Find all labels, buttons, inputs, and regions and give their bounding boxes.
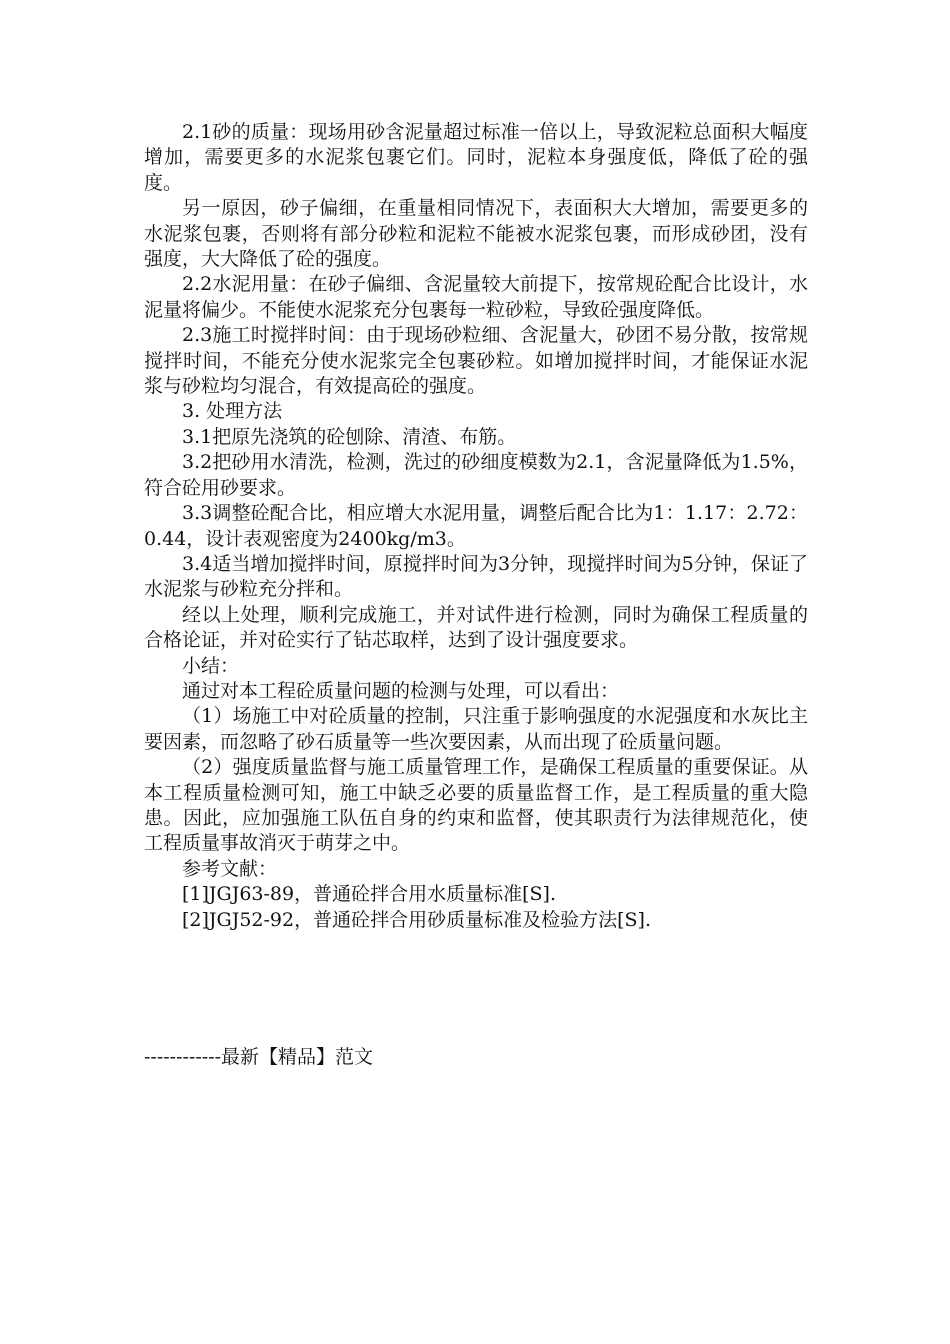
paragraph-sand-quality: 2.1砂的质量：现场用砂含泥量超过标准一倍以上，导致泥粒总面积大幅度增加，需要更多的水泥浆包裹它们。同时，泥粒本身强度低，降低了砼的强度。: [144, 121, 808, 194]
paragraph-summary-intro: 通过对本工程砼质量问题的检测与处理，可以看出：: [182, 679, 620, 702]
section-heading-treatment: 3. 处理方法: [182, 400, 283, 423]
footer-text: ------------最新【精品】范文: [144, 1046, 374, 1068]
paragraph-mixing-time: 2.3施工时搅拌时间：由于现场砂粒细、含泥量大，砂团不易分散，按常规搅拌时间，不能充分使水泥浆完全包裹砂粒。如增加搅拌时间，才能保证水泥浆与砂粒均匀混合，有效提高砼的强度。: [144, 324, 808, 398]
heading-summary: 小结：: [182, 654, 240, 677]
paragraph-cement-amount: 2.2水泥用量：在砂子偏细、含泥量较大前提下，按常规砼配合比设计，水泥量将偏少。不能使水泥浆充分包裹每一粒砂粒，导致砼强度降低。: [144, 273, 808, 321]
paragraph-summary-point-2: （2）强度质量监督与施工质量管理工作，是确保工程质量的重要保证。从本工程质量检测可知，施工中缺乏必要的质量监督工作，是工程质量的重大隐患。因此，应加强施工队伍自身的约束和监督，使其职责行为法律规范化，使工程质量事故消灭于萌芽之中。: [144, 756, 808, 855]
document-body: [144, 120, 808, 933]
paragraph-step-3-1: 3.1把原先浇筑的砼刨除、清渣、布筋。: [182, 425, 517, 448]
paragraph-result: 经以上处理，顺利完成施工，并对试件进行检测，同时为确保工程质量的合格论证，并对砼实行了钻芯取样，达到了设计强度要求。: [144, 603, 808, 652]
paragraph-step-3-4: 3.4适当增加搅拌时间，原搅拌时间为3分钟，现搅拌时间为5分钟，保证了水泥浆与砂粒充分拌和。: [144, 552, 808, 601]
paragraph-step-3-2: 3.2把砂用水清洗，检测，洗过的砂细度模数为2.1，含泥量降低为1.5%，符合砼用砂要求。: [144, 451, 808, 499]
paragraph-another-reason: 另一原因，砂子偏细，在重量相同情况下，表面积大大增加，需要更多的水泥浆包裹，否则将有部分砂粒和泥粒不能被水泥浆包裹，而形成砂团，没有强度，大大降低了砼的强度。: [144, 197, 808, 271]
reference-item: [2]JGJ52-92，普通砼拌合用砂质量标准及检验方法[S].: [182, 908, 651, 931]
heading-references: 参考文献：: [182, 857, 278, 880]
reference-item: [1]JGJ63-89，普通砼拌合用水质量标准[S].: [182, 883, 556, 906]
paragraph-summary-point-1: （1）场施工中对砼质量的控制，只注重于影响强度的水泥强度和水灰比主要因素，而忽略了砂石质量等一些次要因素，从而出现了砼质量问题。: [144, 705, 808, 753]
paragraph-step-3-3: 3.3调整砼配合比，相应增大水泥用量，调整后配合比为1：1.17：2.72：0.44，设计表观密度为2400kg/m3。: [144, 502, 808, 550]
